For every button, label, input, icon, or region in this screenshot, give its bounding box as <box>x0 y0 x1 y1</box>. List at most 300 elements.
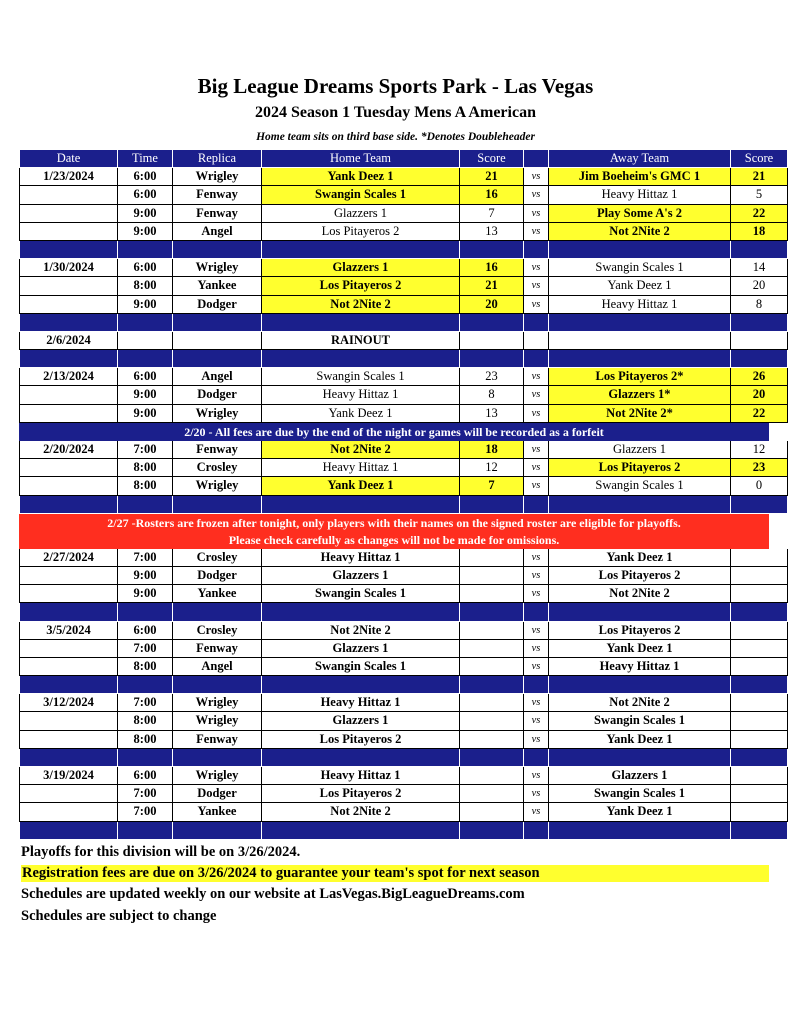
time-cell: 6:00 <box>118 622 173 640</box>
away-team-cell: Los Pitayeros 2* <box>549 368 731 386</box>
table-row <box>19 585 769 603</box>
away-score-cell: 5 <box>731 186 788 204</box>
vs-cell: vs <box>524 694 549 712</box>
time-cell: 8:00 <box>118 731 173 749</box>
away-score-cell: 14 <box>731 259 788 277</box>
home-score-cell <box>460 767 524 785</box>
away-score-cell <box>731 767 788 785</box>
separator-cell <box>19 603 118 621</box>
away-score-cell: 8 <box>731 296 788 314</box>
away-team-cell: Not 2Nite 2 <box>549 223 731 241</box>
away-score-cell <box>731 712 788 730</box>
home-team-cell: Glazzers 1 <box>262 259 460 277</box>
home-team-cell: Not 2Nite 2 <box>262 622 460 640</box>
away-team-cell: Not 2Nite 2 <box>549 694 731 712</box>
date-cell <box>19 277 118 295</box>
date-cell <box>19 405 118 423</box>
home-team-cell: Swangin Scales 1 <box>262 658 460 676</box>
vs-cell: vs <box>524 658 549 676</box>
home-team-cell: Heavy Hittaz 1 <box>262 549 460 567</box>
vs-cell: vs <box>524 785 549 803</box>
playoffs-note: Playoffs for this division will be on 3/26/2024. <box>21 844 301 860</box>
date-cell <box>19 731 118 749</box>
table-row <box>19 803 769 821</box>
separator-cell <box>19 822 118 840</box>
separator-cell <box>262 241 460 259</box>
vs-cell: vs <box>524 640 549 658</box>
home-team-cell: Glazzers 1 <box>262 205 460 223</box>
header-vs <box>524 150 549 168</box>
date-cell <box>19 477 118 495</box>
home-team-cell: Glazzers 1 <box>262 567 460 585</box>
date-cell <box>19 567 118 585</box>
separator-cell <box>262 749 460 767</box>
away-team-cell: Glazzers 1* <box>549 386 731 404</box>
table-row <box>19 622 769 640</box>
away-score-cell: 26 <box>731 368 788 386</box>
home-score-cell: 23 <box>460 368 524 386</box>
away-team-cell: Yank Deez 1 <box>549 277 731 295</box>
separator-cell <box>460 749 524 767</box>
separator-cell <box>118 603 173 621</box>
time-cell: 8:00 <box>118 277 173 295</box>
separator-cell <box>19 350 118 368</box>
away-score-cell: 23 <box>731 459 788 477</box>
time-cell: 8:00 <box>118 459 173 477</box>
table-row <box>19 186 769 204</box>
away-team-cell: Swangin Scales 1 <box>549 477 731 495</box>
away-team-cell: Heavy Hittaz 1 <box>549 658 731 676</box>
separator-cell <box>549 496 731 514</box>
date-cell: 2/20/2024 <box>19 441 118 459</box>
separator-cell <box>731 749 788 767</box>
time-cell: 6:00 <box>118 767 173 785</box>
away-score-cell <box>731 785 788 803</box>
separator-cell <box>118 676 173 694</box>
vs-cell: vs <box>524 205 549 223</box>
home-score-cell <box>460 731 524 749</box>
home-team-cell: Yank Deez 1 <box>262 168 460 186</box>
time-cell: 7:00 <box>118 803 173 821</box>
away-score-cell: 20 <box>731 386 788 404</box>
replica-cell: Wrigley <box>173 694 262 712</box>
away-score-cell <box>731 731 788 749</box>
table-row <box>19 658 769 676</box>
separator-cell <box>460 496 524 514</box>
vs-cell <box>524 332 549 350</box>
time-cell: 7:00 <box>118 441 173 459</box>
table-row <box>19 205 769 223</box>
time-cell <box>118 332 173 350</box>
home-score-cell: 16 <box>460 186 524 204</box>
roster-alert-line: 2/27 -Rosters are frozen after tonight, only players with their names on the signed roster are eligible for playoffs. <box>107 515 681 530</box>
separator-cell <box>262 350 460 368</box>
replica-cell: Crosley <box>173 622 262 640</box>
replica-cell: Fenway <box>173 640 262 658</box>
date-cell <box>19 186 118 204</box>
separator-cell <box>118 822 173 840</box>
separator-cell <box>524 314 549 332</box>
away-team-cell: Jim Boeheim's GMC 1 <box>549 168 731 186</box>
vs-cell: vs <box>524 405 549 423</box>
fee-notice: 2/20 - All fees are due by the end of the night or games will be recorded as a forfeit <box>19 423 769 441</box>
separator-cell <box>731 350 788 368</box>
replica-cell: Wrigley <box>173 712 262 730</box>
separator-cell <box>19 496 118 514</box>
separator-cell <box>19 314 118 332</box>
table-row <box>19 477 769 495</box>
time-cell: 8:00 <box>118 712 173 730</box>
separator-cell <box>549 314 731 332</box>
vs-cell: vs <box>524 386 549 404</box>
home-team-cell: Swangin Scales 1 <box>262 368 460 386</box>
vs-cell: vs <box>524 622 549 640</box>
table-row <box>19 640 769 658</box>
header-time: Time <box>118 150 173 168</box>
away-team-cell: Los Pitayeros 2 <box>549 459 731 477</box>
home-team-cell: Not 2Nite 2 <box>262 441 460 459</box>
vs-cell: vs <box>524 168 549 186</box>
separator-cell <box>549 822 731 840</box>
home-team-cell: Swangin Scales 1 <box>262 186 460 204</box>
separator-cell <box>549 749 731 767</box>
separator-cell <box>524 496 549 514</box>
home-score-cell: 13 <box>460 223 524 241</box>
home-team-cell: Los Pitayeros 2 <box>262 223 460 241</box>
replica-cell: Angel <box>173 223 262 241</box>
date-cell <box>19 658 118 676</box>
away-score-cell <box>731 622 788 640</box>
roster-alert-line: Please check carefully as changes will not be made for omissions. <box>228 532 560 547</box>
away-team-cell: Glazzers 1 <box>549 767 731 785</box>
week-separator <box>19 314 769 332</box>
home-score-cell <box>460 712 524 730</box>
separator-cell <box>262 314 460 332</box>
away-score-cell <box>731 640 788 658</box>
separator-cell <box>731 314 788 332</box>
date-cell: 2/13/2024 <box>19 368 118 386</box>
table-header <box>19 150 774 168</box>
separator-cell <box>173 496 262 514</box>
away-score-cell <box>731 567 788 585</box>
separator-cell <box>460 241 524 259</box>
separator-cell <box>118 350 173 368</box>
week-separator <box>19 749 769 767</box>
separator-cell <box>173 350 262 368</box>
vs-cell: vs <box>524 186 549 204</box>
away-score-cell <box>731 549 788 567</box>
date-cell <box>19 296 118 314</box>
separator-cell <box>262 822 460 840</box>
registration-note: Registration fees are due on 3/26/2024 to guarantee your team's spot for next season <box>21 865 769 882</box>
separator-cell <box>460 603 524 621</box>
replica-cell: Wrigley <box>173 168 262 186</box>
table-row <box>19 386 769 404</box>
home-score-cell <box>460 803 524 821</box>
date-cell <box>19 803 118 821</box>
home-team-cell: Glazzers 1 <box>262 640 460 658</box>
time-cell: 9:00 <box>118 223 173 241</box>
week-separator <box>19 241 769 259</box>
away-score-cell <box>731 332 788 350</box>
replica-cell: Wrigley <box>173 405 262 423</box>
schedule-table <box>19 150 774 840</box>
header-date: Date <box>19 150 118 168</box>
separator-cell <box>460 822 524 840</box>
time-cell: 7:00 <box>118 549 173 567</box>
time-cell: 9:00 <box>118 205 173 223</box>
date-cell <box>19 459 118 477</box>
home-team-cell: Los Pitayeros 2 <box>262 785 460 803</box>
date-cell: 2/6/2024 <box>19 332 118 350</box>
away-score-cell <box>731 803 788 821</box>
home-score-cell: 8 <box>460 386 524 404</box>
away-score-cell: 22 <box>731 405 788 423</box>
time-cell: 7:00 <box>118 785 173 803</box>
replica-cell: Wrigley <box>173 767 262 785</box>
date-cell <box>19 386 118 404</box>
time-cell: 9:00 <box>118 296 173 314</box>
away-score-cell: 0 <box>731 477 788 495</box>
header-away-score: Score <box>731 150 788 168</box>
home-score-cell <box>460 658 524 676</box>
home-score-cell: 16 <box>460 259 524 277</box>
separator-cell <box>731 603 788 621</box>
vs-cell: vs <box>524 259 549 277</box>
home-team-cell: Heavy Hittaz 1 <box>262 767 460 785</box>
date-cell: 1/30/2024 <box>19 259 118 277</box>
page-title: Big League Dreams Sports Park - Las Vegas <box>197 74 594 98</box>
replica-cell: Dodger <box>173 567 262 585</box>
week-separator <box>19 350 769 368</box>
time-cell: 6:00 <box>118 259 173 277</box>
home-score-cell: 13 <box>460 405 524 423</box>
away-score-cell: 21 <box>731 168 788 186</box>
away-team-cell: Glazzers 1 <box>549 441 731 459</box>
away-team-cell: Heavy Hittaz 1 <box>549 296 731 314</box>
away-team-cell: Play Some A's 2 <box>549 205 731 223</box>
date-cell <box>19 585 118 603</box>
week-separator <box>19 676 769 694</box>
change-note: Schedules are subject to change <box>21 908 217 924</box>
separator-cell <box>524 603 549 621</box>
home-team-cell: Yank Deez 1 <box>262 405 460 423</box>
separator-cell <box>731 676 788 694</box>
home-score-cell: 7 <box>460 477 524 495</box>
table-row <box>19 296 769 314</box>
time-cell: 9:00 <box>118 405 173 423</box>
away-team-cell: Not 2Nite 2 <box>549 585 731 603</box>
table-row <box>19 168 769 186</box>
replica-cell: Yankee <box>173 277 262 295</box>
home-team-cell: Not 2Nite 2 <box>262 803 460 821</box>
away-team-cell: Yank Deez 1 <box>549 803 731 821</box>
date-cell <box>19 712 118 730</box>
header-replica: Replica <box>173 150 262 168</box>
time-cell: 8:00 <box>118 658 173 676</box>
replica-cell: Crosley <box>173 459 262 477</box>
home-team-cell: RAINOUT <box>262 332 460 350</box>
roster-alert <box>19 514 769 549</box>
separator-cell <box>524 350 549 368</box>
away-team-cell: Swangin Scales 1 <box>549 259 731 277</box>
table-row <box>19 785 769 803</box>
separator-cell <box>524 822 549 840</box>
date-cell: 3/5/2024 <box>19 622 118 640</box>
replica-cell: Yankee <box>173 585 262 603</box>
away-score-cell: 12 <box>731 441 788 459</box>
date-cell: 1/23/2024 <box>19 168 118 186</box>
time-cell: 9:00 <box>118 585 173 603</box>
separator-cell <box>731 241 788 259</box>
table-row <box>19 332 769 350</box>
home-team-cell: Swangin Scales 1 <box>262 585 460 603</box>
home-score-cell <box>460 640 524 658</box>
vs-cell: vs <box>524 712 549 730</box>
home-score-cell: 18 <box>460 441 524 459</box>
home-score-cell <box>460 567 524 585</box>
website-note: Schedules are updated weekly on our website at LasVegas.BigLeagueDreams.com <box>21 886 525 902</box>
schedule-note: Home team sits on third base side. *Denotes Doubleheader <box>256 131 535 143</box>
vs-cell: vs <box>524 731 549 749</box>
table-row <box>19 731 769 749</box>
vs-cell: vs <box>524 277 549 295</box>
date-cell: 3/12/2024 <box>19 694 118 712</box>
home-team-cell: Los Pitayeros 2 <box>262 277 460 295</box>
vs-cell: vs <box>524 585 549 603</box>
separator-cell <box>173 241 262 259</box>
time-cell: 9:00 <box>118 567 173 585</box>
home-score-cell: 21 <box>460 168 524 186</box>
vs-cell: vs <box>524 567 549 585</box>
date-cell <box>19 640 118 658</box>
separator-cell <box>262 603 460 621</box>
replica-cell: Dodger <box>173 386 262 404</box>
separator-cell <box>524 241 549 259</box>
home-score-cell <box>460 332 524 350</box>
home-team-cell: Heavy Hittaz 1 <box>262 694 460 712</box>
date-cell: 3/19/2024 <box>19 767 118 785</box>
home-score-cell: 7 <box>460 205 524 223</box>
home-team-cell: Heavy Hittaz 1 <box>262 386 460 404</box>
vs-cell: vs <box>524 767 549 785</box>
page-subtitle: 2024 Season 1 Tuesday Mens A American <box>255 104 536 121</box>
table-row <box>19 223 769 241</box>
separator-cell <box>731 822 788 840</box>
time-cell: 6:00 <box>118 168 173 186</box>
replica-cell: Fenway <box>173 731 262 749</box>
separator-cell <box>173 314 262 332</box>
time-cell: 6:00 <box>118 186 173 204</box>
away-team-cell: Swangin Scales 1 <box>549 712 731 730</box>
away-score-cell: 22 <box>731 205 788 223</box>
time-cell: 9:00 <box>118 386 173 404</box>
replica-cell: Angel <box>173 658 262 676</box>
week-separator <box>19 496 769 514</box>
separator-cell <box>549 350 731 368</box>
header-home-score: Score <box>460 150 524 168</box>
home-team-cell: Yank Deez 1 <box>262 477 460 495</box>
separator-cell <box>173 676 262 694</box>
time-cell: 7:00 <box>118 640 173 658</box>
table-row <box>19 277 769 295</box>
date-cell: 2/27/2024 <box>19 549 118 567</box>
vs-cell: vs <box>524 549 549 567</box>
replica-cell: Fenway <box>173 441 262 459</box>
away-team-cell: Yank Deez 1 <box>549 640 731 658</box>
home-score-cell <box>460 694 524 712</box>
separator-cell <box>118 241 173 259</box>
away-score-cell: 20 <box>731 277 788 295</box>
away-score-cell <box>731 658 788 676</box>
time-cell: 7:00 <box>118 694 173 712</box>
vs-cell: vs <box>524 459 549 477</box>
table-row <box>19 549 769 567</box>
separator-cell <box>118 749 173 767</box>
table-row <box>19 767 769 785</box>
week-separator <box>19 603 769 621</box>
home-score-cell <box>460 585 524 603</box>
separator-cell <box>19 241 118 259</box>
date-cell <box>19 785 118 803</box>
table-row <box>19 694 769 712</box>
table-row <box>19 259 769 277</box>
table-row <box>19 712 769 730</box>
separator-cell <box>262 676 460 694</box>
separator-cell <box>173 822 262 840</box>
away-team-cell: Los Pitayeros 2 <box>549 622 731 640</box>
home-score-cell <box>460 622 524 640</box>
replica-cell: Yankee <box>173 803 262 821</box>
header-home-team: Home Team <box>262 150 460 168</box>
replica-cell: Fenway <box>173 205 262 223</box>
replica-cell: Angel <box>173 368 262 386</box>
header-away-team: Away Team <box>549 150 731 168</box>
table-row <box>19 405 769 423</box>
separator-cell <box>731 496 788 514</box>
replica-cell: Crosley <box>173 549 262 567</box>
away-score-cell <box>731 585 788 603</box>
vs-cell: vs <box>524 368 549 386</box>
vs-cell: vs <box>524 296 549 314</box>
replica-cell: Dodger <box>173 785 262 803</box>
table-row <box>19 368 769 386</box>
replica-cell: Wrigley <box>173 477 262 495</box>
separator-cell <box>173 603 262 621</box>
away-team-cell: Heavy Hittaz 1 <box>549 186 731 204</box>
away-team-cell: Not 2Nite 2* <box>549 405 731 423</box>
separator-cell <box>118 314 173 332</box>
home-score-cell <box>460 549 524 567</box>
separator-cell <box>549 603 731 621</box>
vs-cell: vs <box>524 441 549 459</box>
replica-cell <box>173 332 262 350</box>
home-score-cell: 20 <box>460 296 524 314</box>
separator-cell <box>118 496 173 514</box>
home-score-cell: 12 <box>460 459 524 477</box>
table-row <box>19 441 769 459</box>
separator-cell <box>173 749 262 767</box>
time-cell: 6:00 <box>118 368 173 386</box>
table-row <box>19 567 769 585</box>
separator-cell <box>524 749 549 767</box>
away-team-cell <box>549 332 731 350</box>
away-team-cell: Swangin Scales 1 <box>549 785 731 803</box>
date-cell <box>19 205 118 223</box>
separator-cell <box>262 496 460 514</box>
away-team-cell: Yank Deez 1 <box>549 549 731 567</box>
vs-cell: vs <box>524 477 549 495</box>
